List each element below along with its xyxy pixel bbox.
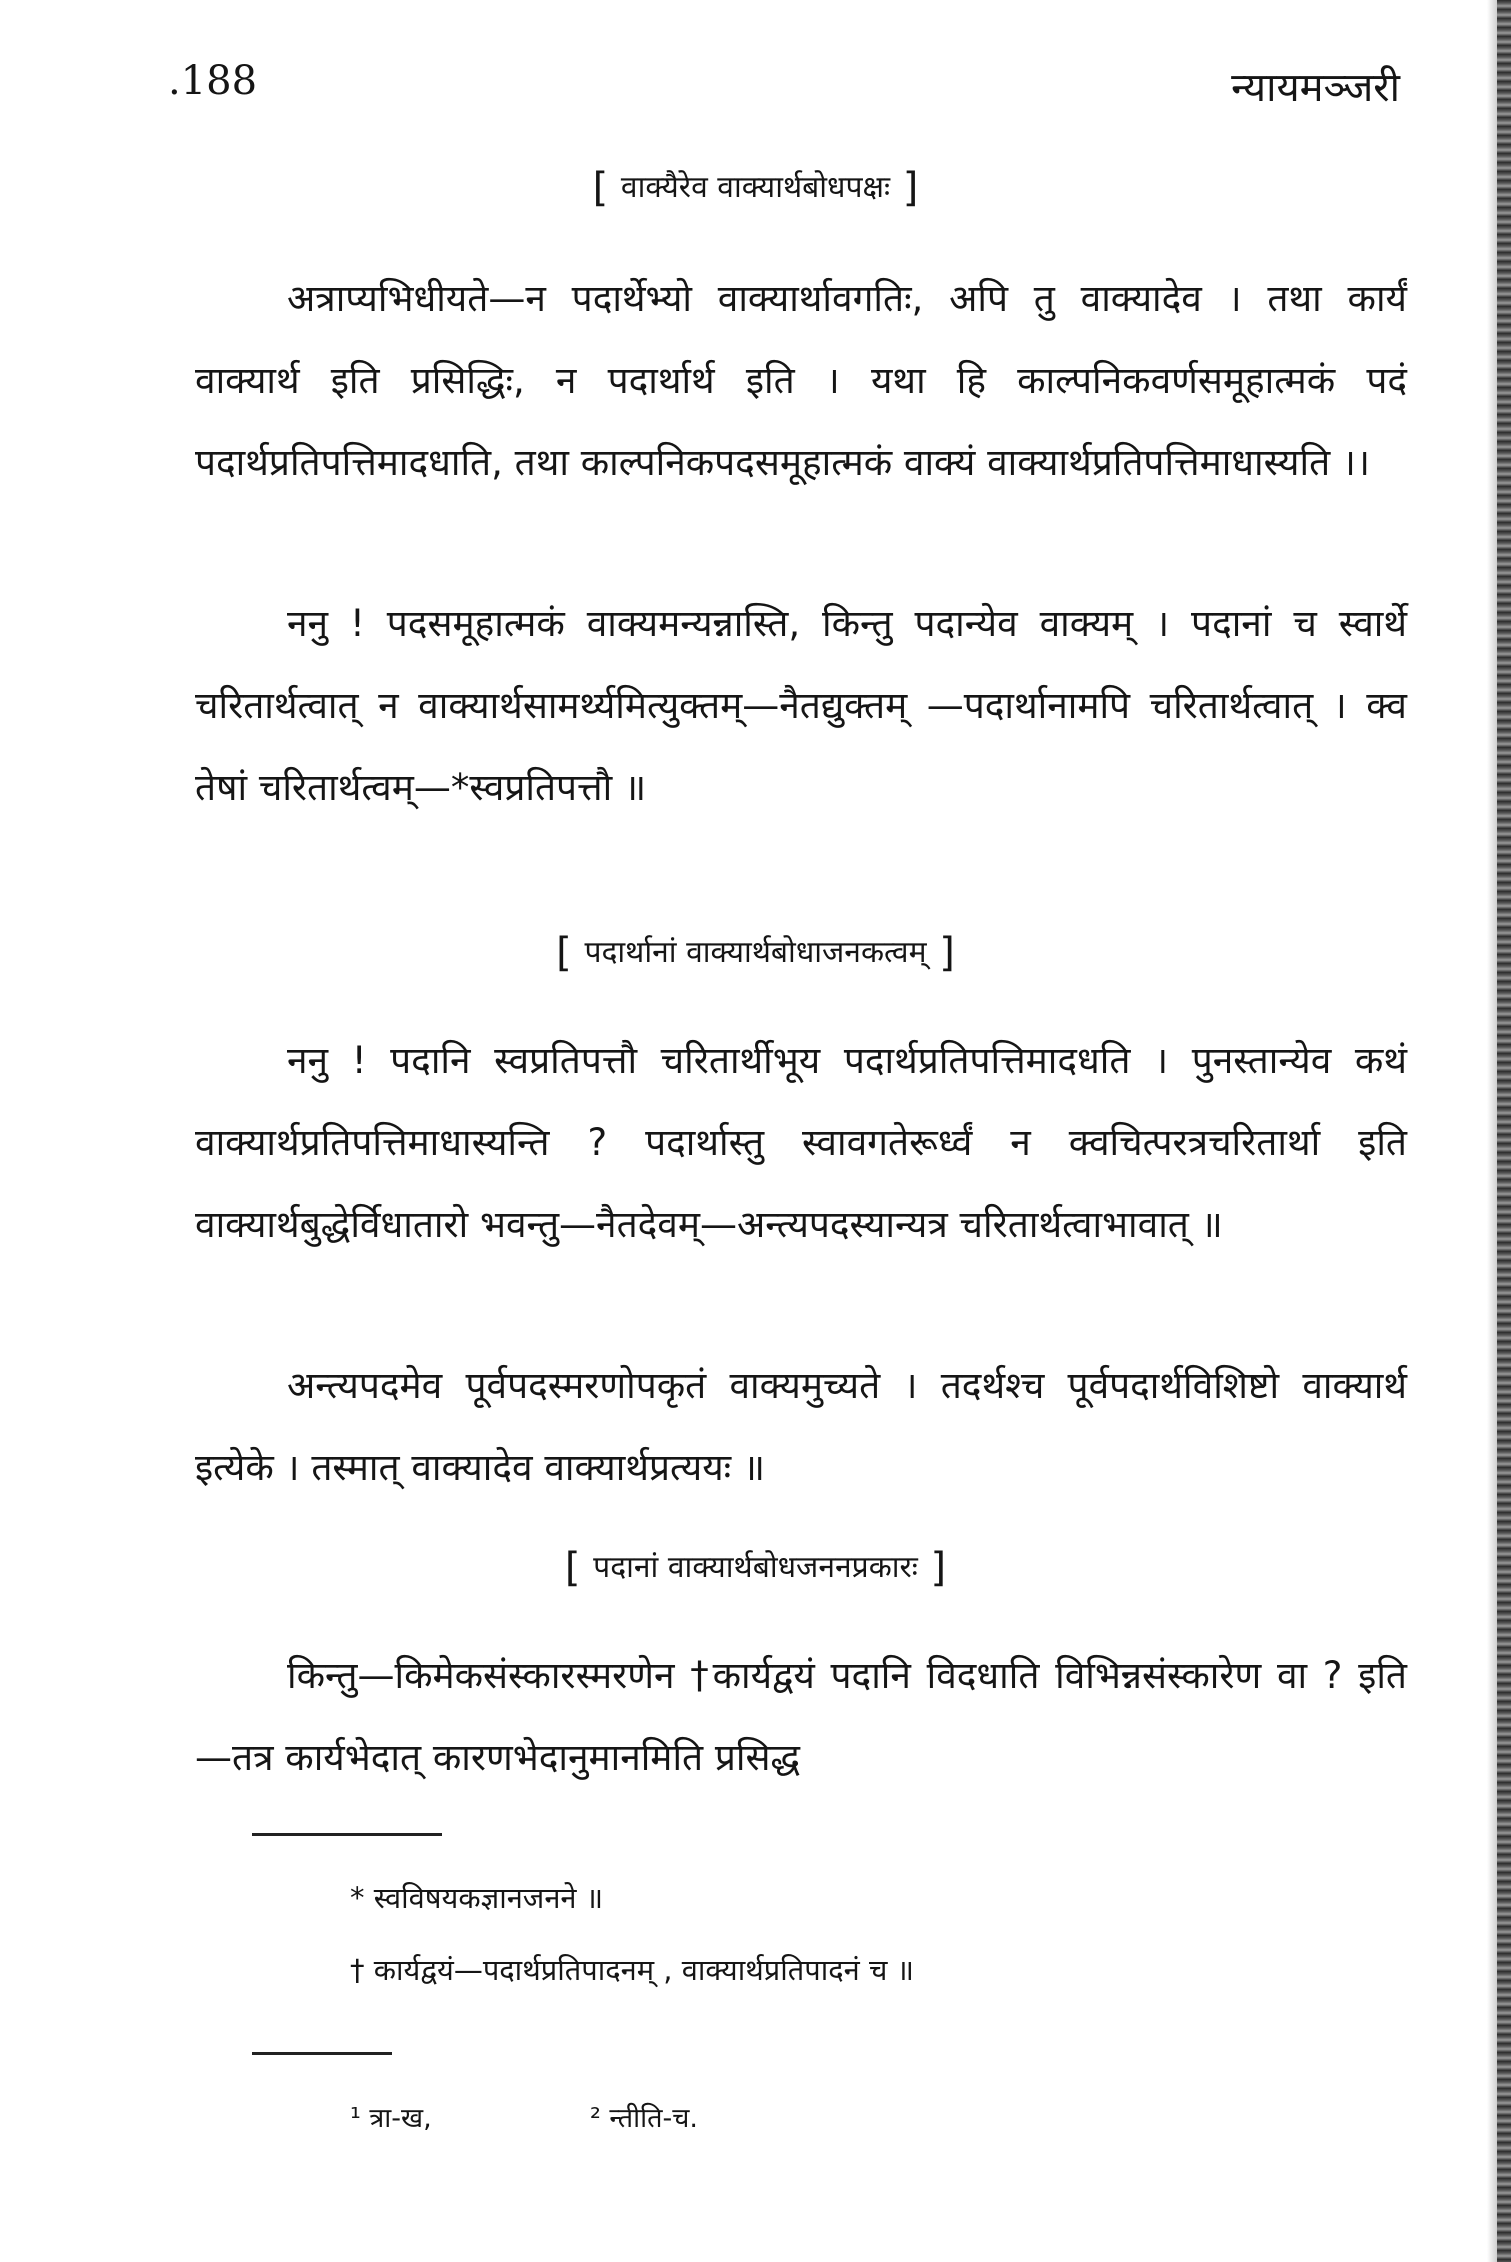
- section-heading: [ पदार्थानां वाक्यार्थबोधाजनकत्वम् ]: [556, 930, 955, 976]
- paragraph: अत्राप्यभिधीयते—न पदार्थेभ्यो वाक्यार्थावगतिः, अपि तु वाक्यादेव । तथा कार्यं वाक्यार्थ इति प्रसिद्धिः, न पदार्थार्थ इति । यथा हि काल्पनिकवर्णसमूहात्मकं पदं पदार्थप्रतिपत्तिमादधाति, तथा काल्पनिकपदसमूहात्मकं वाक्यं वाक्यार्थप्रतिपत्तिमाधास्यति ।।: [195, 277, 1407, 484]
- page-number: .188: [168, 58, 258, 104]
- paragraph: किन्तु—किमेकसंस्कारस्मरणेन †कार्यद्वयं पदानि विदधाति विभिन्नसंस्कारेण वा ? इति—तत्र कार्यभेदात् कारणभेदानुमानमिति प्रसिद्ध: [195, 1654, 1407, 1779]
- page-edge-shadow: [1487, 0, 1497, 2262]
- section-heading-text: वाक्यैरेव वाक्यार्थबोधपक्षः: [620, 170, 891, 205]
- paragraph: अन्त्यपदमेव पूर्वपदस्मरणोपकृतं वाक्यमुच्यते । तदर्थश्च पूर्वपदार्थविशिष्टो वाक्यार्थ इत्येके । तस्मात् वाक्यादेव वाक्यार्थप्रत्ययः ॥: [195, 1364, 1407, 1489]
- footnote-divider: [252, 1833, 442, 1836]
- footnote: * स्वविषयकज्ञानजनने ॥: [350, 1881, 604, 1915]
- footnote: † कार्यद्वयं—पदार्थप्रतिपादनम् , वाक्यार्थप्रतिपादनं च ॥: [350, 1953, 914, 1987]
- paragraph: ननु ! पदसमूहात्मकं वाक्यमन्यन्नास्ति, किन्तु पदान्येव वाक्यम् । पदानां च स्वार्थे चरितार्थत्वात् न वाक्यार्थसामर्थ्यमित्युक्तम्—नैतद्युक्तम् —पदार्थानामपि चरितार्थत्वात् । क्व तेषां चरितार्थत्वम्—*स्वप्रतिपत्तौ ॥: [195, 602, 1407, 809]
- running-title: न्यायमञ्जरी: [1231, 65, 1400, 111]
- section-heading: [ पदानां वाक्यार्थबोधजननप्रकारः ]: [564, 1545, 947, 1591]
- variants-divider: [252, 2052, 392, 2055]
- variant-reading: ¹ त्रा-ख,: [350, 2103, 432, 2134]
- section-heading-text: पदार्थानां वाक्यार्थबोधाजनकत्वम्: [584, 935, 927, 970]
- page-header: [168, 58, 1400, 118]
- page-edge: [1497, 0, 1511, 2262]
- paragraph: ननु ! पदानि स्वप्रतिपत्तौ चरितार्थीभूय पदार्थप्रतिपत्तिमादधति । पुनस्तान्येव कथं वाक्यार्थप्रतिपत्तिमाधास्यन्ति ? पदार्थास्तु स्वावगतेरूर्ध्वं न क्वचित्परत्रचरितार्था इति वाक्यार्थबुद्धेर्विधातारो भवन्तु—नैतदेवम्—अन्त्यपदस्यान्यत्र चरितार्थत्वाभावात् ॥: [195, 1039, 1407, 1246]
- section-heading-text: पदानां वाक्यार्थबोधजननप्रकारः: [593, 1550, 918, 1585]
- section-heading: [ वाक्यैरेव वाक्यार्थबोधपक्षः ]: [592, 165, 919, 211]
- variant-reading: ² न्तीति-च.: [590, 2103, 698, 2134]
